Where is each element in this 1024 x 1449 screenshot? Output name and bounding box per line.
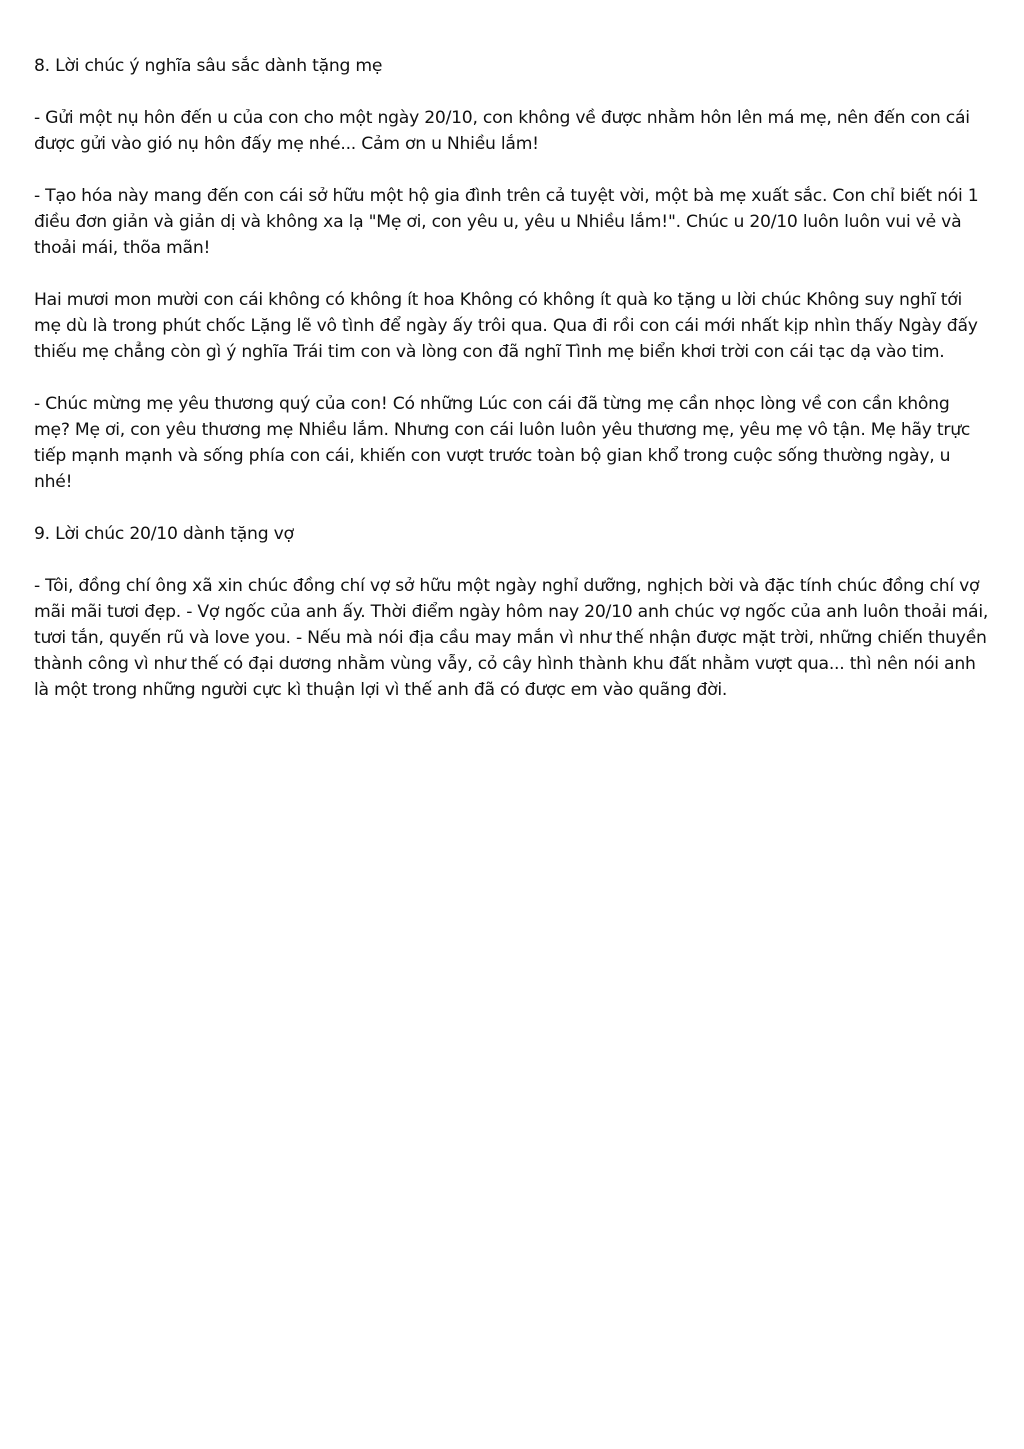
paragraph-wish-wife: - Tôi, đồng chí ông xã xin chúc đồng chí vợ sở hữu một ngày nghỉ dưỡng, nghịch bời và đặc tính chúc đồng chí vợ mãi mãi tươi đẹp. - Vợ ngốc của anh ấy. Thời điểm ngày hôm nay 20/10 anh chúc vợ ngốc của anh luôn thoải mái, tươi tắn, quyến rũ và love you. - Nếu mà nói địa cầu may mắn vì như thế nhận được mặt trời, những chiến thuyền thành công vì như thế có đại dương nhằm vùng vẫy, cỏ cây hình thành khu đất nhằm vượt qua... thì nên nói anh là một trong những người cực kì thuận lợi vì thế anh đã có được em vào quãng đời. [34,576,989,700]
paragraph-poem: Hai mươi mon mười con cái không có không ít hoa Không có không ít quà ko tặng u lời chúc Không suy nghĩ tới mẹ dù là trong phút chốc Lặng lẽ vô tình để ngày ấy trôi qua. Qua đi rồi con cái mới nhất kịp nhìn thấy Ngày đấy thiếu mẹ chẳng còn gì ý nghĩa Trái tim con và lòng con đã nghĩ Tình mẹ biển khơi trời con cái tạc dạ vào tim. [34,290,978,362]
heading-section-8: 8. Lời chúc ý nghĩa sâu sắc dành tặng mẹ [34,56,383,76]
heading-section-9: 9. Lời chúc 20/10 dành tặng vợ [34,524,294,544]
paragraph-wish-kiss: - Gửi một nụ hôn đến u của con cho một ngày 20/10, con không về được nhằm hôn lên má mẹ, nên đến con cái được gửi vào gió nụ hôn đấy mẹ nhé... Cảm ơn u Nhiều lắm! [34,108,970,154]
paragraph-wish-love: - Chúc mừng mẹ yêu thương quý của con! Có những Lúc con cái đã từng mẹ cần nhọc lòng về con cần không mẹ? Mẹ ơi, con yêu thương mẹ Nhiều lắm. Nhưng con cái luôn luôn yêu thương mẹ, yêu mẹ vô tận. Mẹ hãy trực tiếp mạnh mạnh và sống phía con cái, khiến con vượt trước toàn bộ gian khổ trong cuộc sống thường ngày, u nhé! [34,394,971,492]
paragraph-wish-family: - Tạo hóa này mang đến con cái sở hữu một hộ gia đình trên cả tuyệt vời, một bà mẹ xuất sắc. Con chỉ biết nói 1 điều đơn giản và giản dị và không xa lạ "Mẹ ơi, con yêu u, yêu u Nhiều lắm!". Chúc u 20/10 luôn luôn vui vẻ và thoải mái, thõa mãn! [34,186,979,258]
